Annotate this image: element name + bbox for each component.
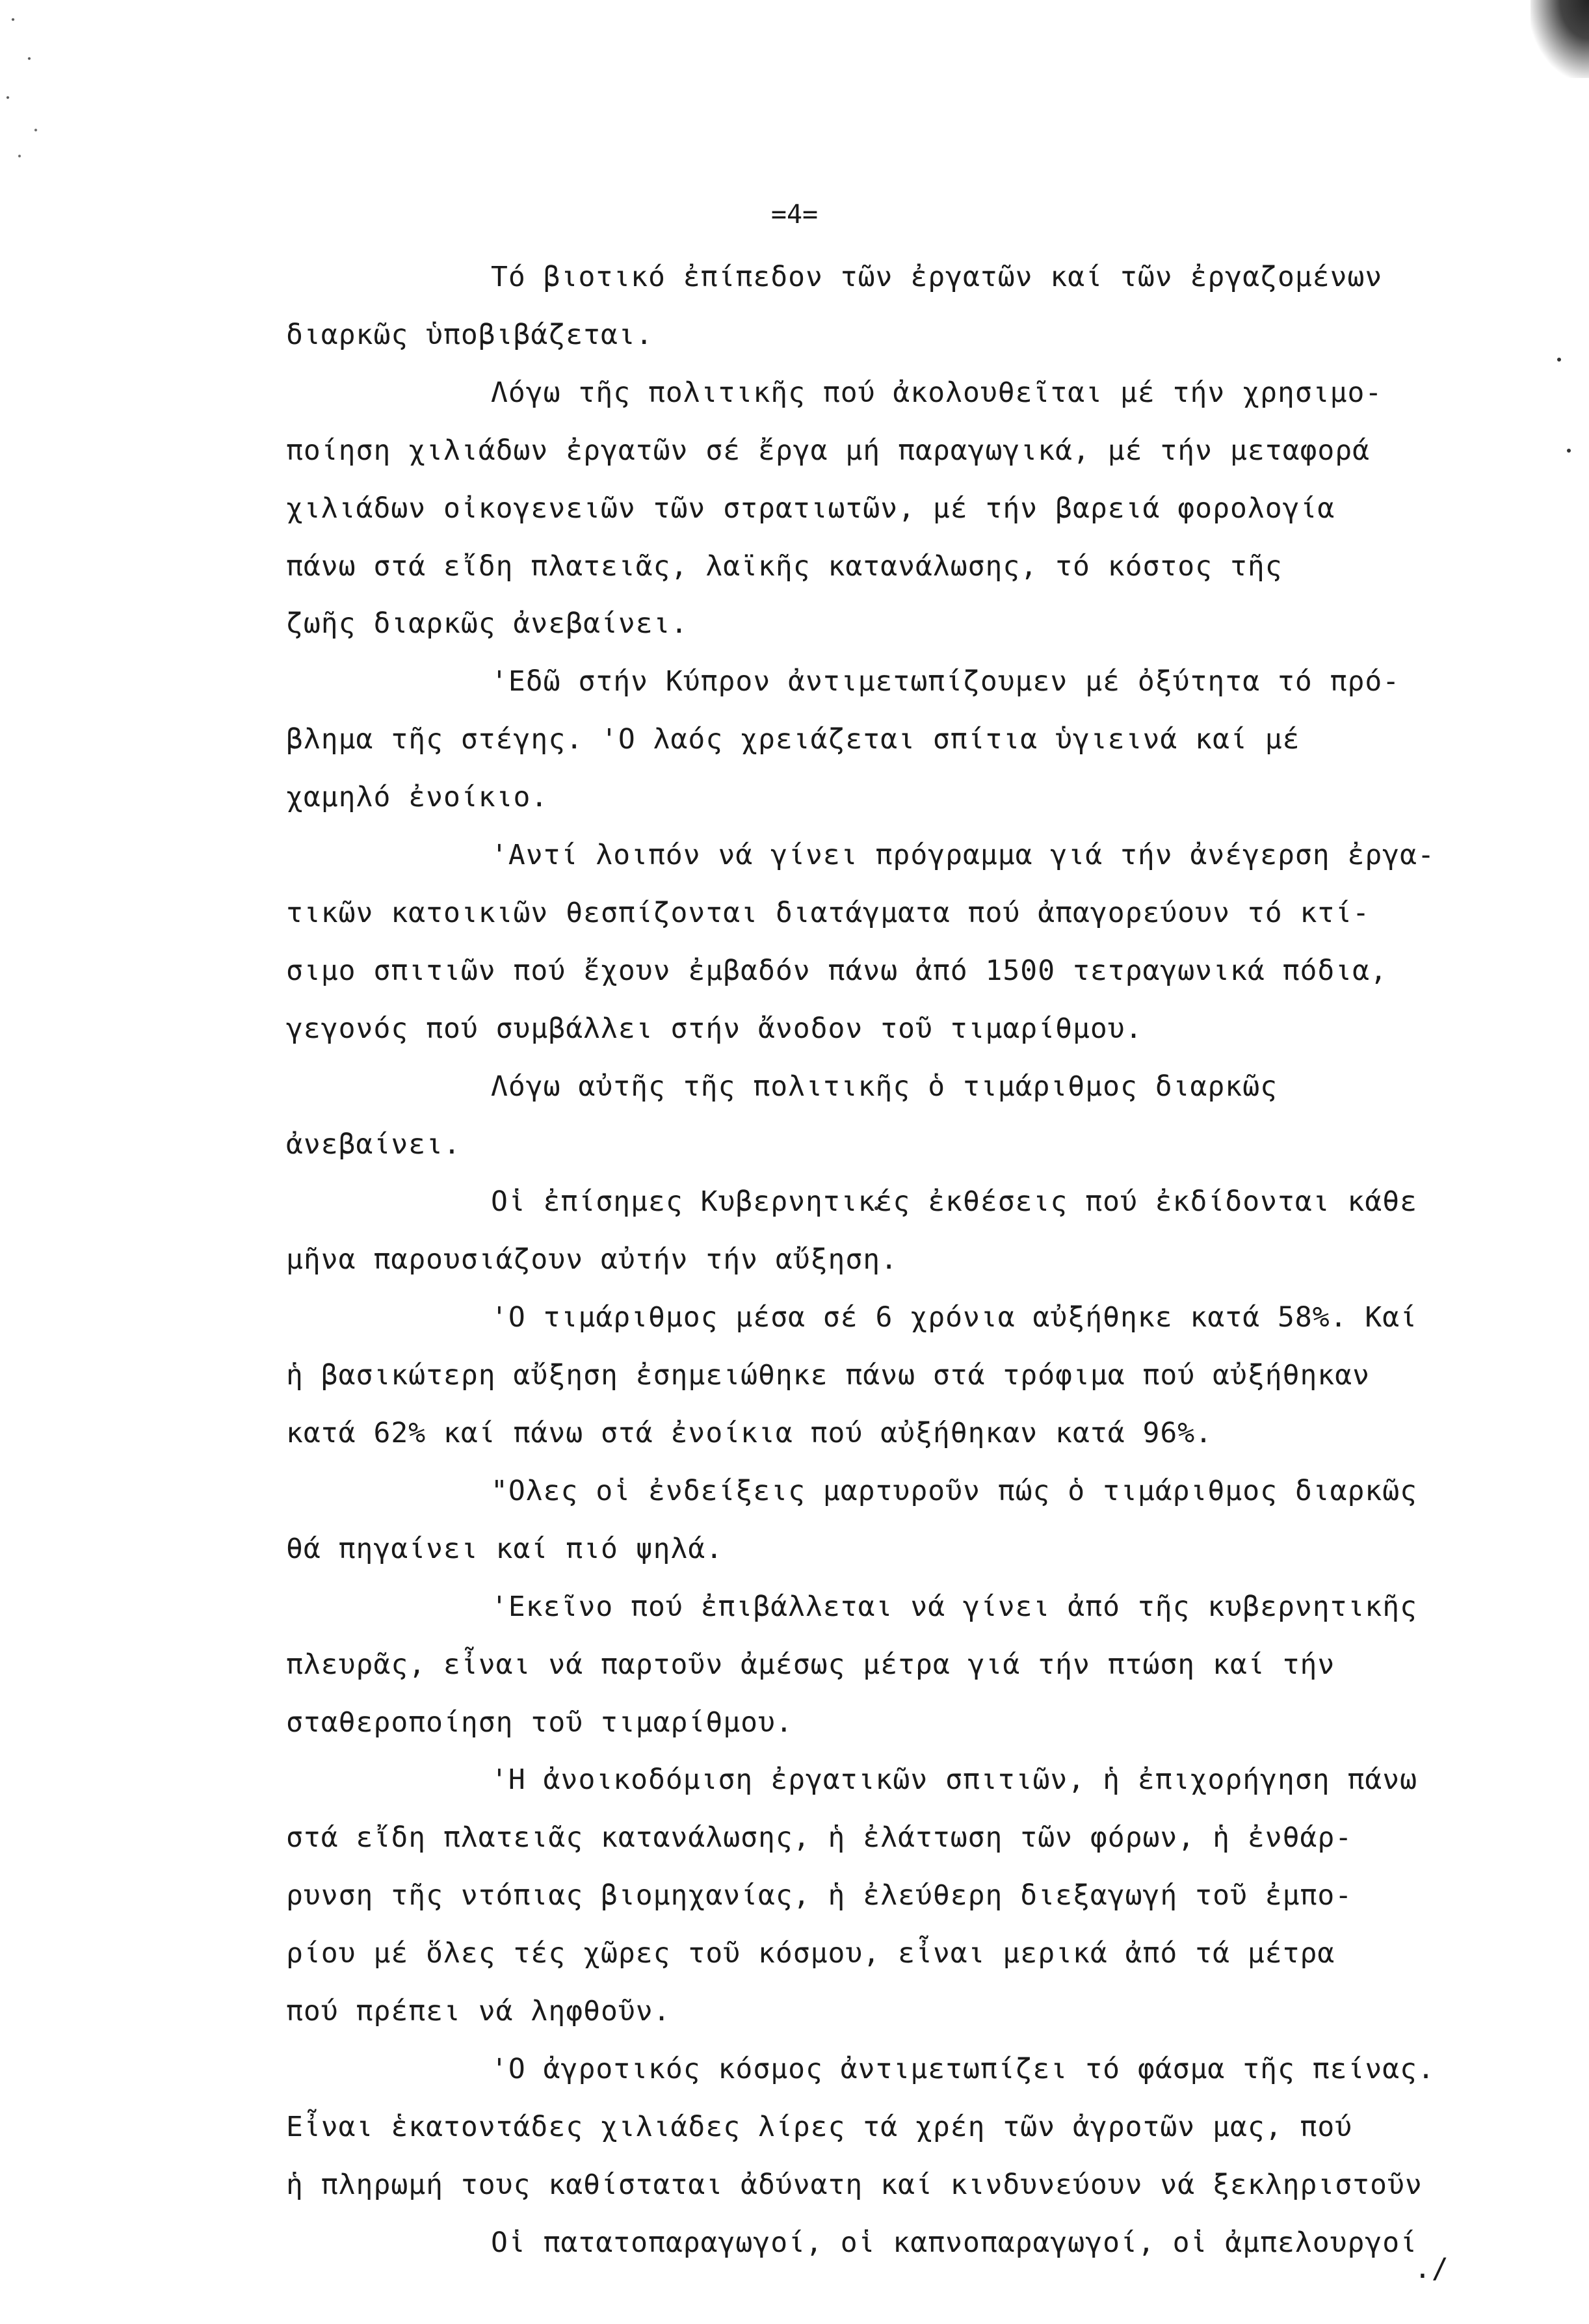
scan-smudge — [1530, 0, 1589, 78]
text-line: 'Αντί λοιπόν νά γίνει πρόγραμμα γιά τήν ἀνέγερση ἐργα- — [491, 839, 1435, 871]
text-line: κατά 62% καί πάνω στά ἐνοίκια πού αὐξήθηκαν κατά 96%. — [286, 1417, 1213, 1449]
text-line: ζωῆς διαρκῶς ἀνεβαίνει. — [286, 607, 689, 640]
text-line: 'Ο τιμάριθμος μέσα σέ 6 χρόνια αὐξήθηκε κατά 58%. Καί — [491, 1301, 1418, 1334]
text-line: γεγονός πού συμβάλλει στήν ἄνοδον τοῦ τιμαρίθμου. — [286, 1012, 1143, 1045]
text-line: Οἱ πατατοπαραγωγοί, οἱ καπνοπαραγωγοί, οἱ ἀμπελουργοί — [491, 2226, 1418, 2259]
text-line: ἡ πληρωμή τους καθίσταται ἀδύνατη καί κινδυνεύουν νά ξεκληριστοῦν — [286, 2169, 1423, 2201]
text-line: πού πρέπει νά ληφθοῦν. — [286, 1995, 671, 2027]
text-line: διαρκῶς ὑποβιβάζεται. — [286, 319, 653, 351]
text-line: ρίου μέ ὅλες τές χῶρες τοῦ κόσμου, εἶναι μερικά ἀπό τά μέτρα — [286, 1937, 1335, 1970]
text-line: ἀνεβαίνει. — [286, 1128, 461, 1161]
text-line: ρυνση τῆς ντόπιας βιομηχανίας, ἡ ἐλεύθερη διεξαγωγή τοῦ ἐμπο- — [286, 1879, 1353, 1912]
page-number: =4= — [770, 200, 819, 230]
scan-speck — [1557, 358, 1561, 362]
text-line: μῆνα παρουσιάζουν αὐτήν τήν αὔξηση. — [286, 1243, 899, 1276]
text-line: σταθεροποίηση τοῦ τιμαρίθμου. — [286, 1706, 793, 1739]
text-line: στά εἴδη πλατειᾶς κατανάλωσης, ἡ ἐλάττωση τῶν φόρων, ἡ ἐνθάρ- — [286, 1821, 1353, 1854]
text-line: τικῶν κατοικιῶν θεσπίζονται διατάγματα πού ἀπαγορεύουν τό κτί- — [286, 897, 1371, 929]
text-line: 'Ο ἀγροτικός κόσμος ἀντιμετωπίζει τό φάσμα τῆς πείνας. — [491, 2053, 1435, 2085]
text-line: πλευρᾶς, εἶναι νά παρτοῦν ἀμέσως μέτρα γιά τήν πτώση καί τήν — [286, 1648, 1335, 1681]
text-line: σιμο σπιτιῶν πού ἔχουν ἐμβαδόν πάνω ἀπό 1500 τετραγωνικά πόδια, — [286, 955, 1387, 987]
text-line: ἡ βασικώτερη αὔξηση ἐσημειώθηκε πάνω στά τρόφιμα πού αὐξήθηκαν — [286, 1359, 1371, 1392]
text-line: Εἶναι ἑκατοντάδες χιλιάδες λίρες τά χρέη τῶν ἀγροτῶν μας, πού — [286, 2111, 1353, 2143]
text-line: χαμηλό ἐνοίκιο. — [286, 781, 549, 813]
text-line: 'Η ἀνοικοδόμιση ἐργατικῶν σπιτιῶν, ἡ ἐπιχορήγηση πάνω — [491, 1763, 1418, 1796]
text-line: χιλιάδων οἰκογενειῶν τῶν στρατιωτῶν, μέ τήν βαρειά φορολογία — [286, 492, 1335, 525]
text-line: 'Εδῶ στήν Κύπρον ἀντιμετωπίζουμεν μέ ὀξύτητα τό πρό- — [491, 665, 1400, 698]
text-line: Λόγω τῆς πολιτικῆς πού ἀκολουθεῖται μέ τήν χρησιμο- — [491, 376, 1383, 409]
text-line: "Ολες οἱ ἐνδείξεις μαρτυροῦν πώς ὁ τιμάριθμος διαρκῶς — [491, 1475, 1418, 1507]
text-line: 'Εκεῖνο πού ἐπιβάλλεται νά γίνει ἀπό τῆς κυβερνητικῆς — [491, 1591, 1418, 1623]
text-line: πάνω στά εἴδη πλατειᾶς, λαϊκῆς κατανάλωσης, τό κόστος τῆς — [286, 550, 1283, 583]
text-line: Οἱ ἐπίσημες Κυβερνητικές ἐκθέσεις πού ἐκδίδονται κάθε — [491, 1185, 1418, 1218]
text-line: θά πηγαίνει καί πιό ψηλά. — [286, 1533, 724, 1565]
text-line: ποίηση χιλιάδων ἐργατῶν σέ ἔργα μή παραγωγικά, μέ τήν μεταφορά — [286, 434, 1371, 467]
text-line: Λόγω αὐτῆς τῆς πολιτικῆς ὁ τιμάριθμος διαρκῶς — [491, 1070, 1278, 1103]
scan-speck — [1567, 449, 1571, 453]
text-line: Τό βιοτικό ἐπίπεδον τῶν ἐργατῶν καί τῶν ἐργαζομένων — [491, 261, 1383, 293]
scan-noise — [0, 0, 52, 169]
text-line: βλημα τῆς στέγης. 'Ο λαός χρειάζεται σπίτια ὑγιεινά καί μέ — [286, 723, 1300, 756]
continuation-mark: ./ — [1414, 2252, 1449, 2285]
